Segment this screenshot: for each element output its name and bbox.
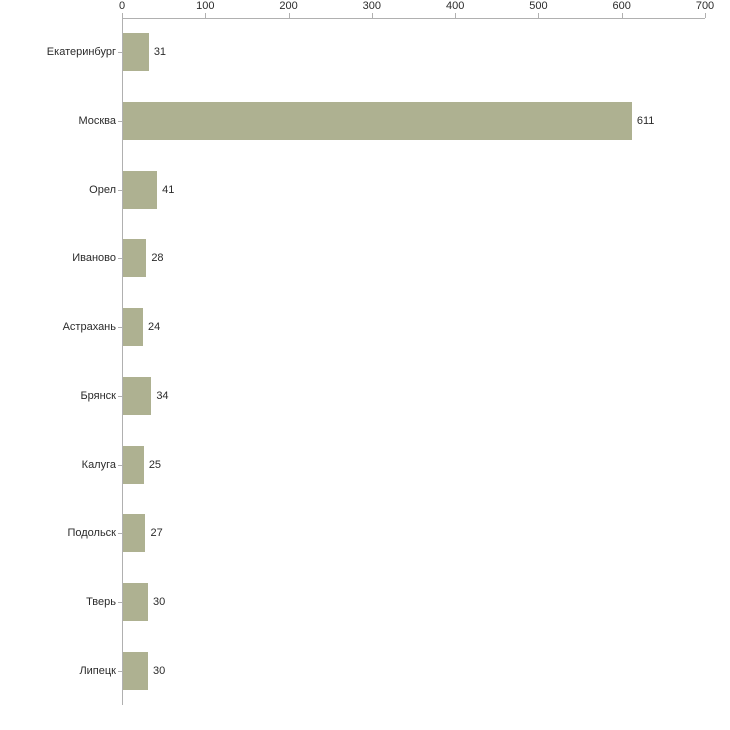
x-tick-mark [372, 13, 373, 18]
x-axis-line [122, 18, 705, 19]
bar[interactable] [123, 239, 146, 277]
x-tick-mark [622, 13, 623, 18]
bar-value-label: 24 [147, 321, 161, 334]
category-label: Тверь [86, 595, 116, 608]
x-tick-mark [455, 13, 456, 18]
category-label: Подольск [67, 527, 116, 540]
bar-value-label: 31 [153, 46, 167, 59]
bar-value-label: 27 [150, 527, 163, 540]
category-label: Иваново [72, 252, 116, 265]
x-tick-label: 200 [279, 0, 298, 12]
y-tick-mark [118, 396, 122, 397]
x-tick-label: 600 [612, 0, 631, 12]
bar[interactable] [123, 514, 145, 552]
bar-value-label: 41 [162, 183, 175, 196]
bar[interactable] [123, 171, 157, 209]
x-tick-mark [205, 13, 206, 18]
x-tick-label: 100 [196, 0, 215, 12]
x-tick-mark [538, 13, 539, 18]
bar[interactable] [123, 652, 148, 690]
category-label: Орел [89, 183, 116, 196]
y-tick-mark [118, 327, 122, 328]
x-tick-label: 500 [529, 0, 548, 12]
category-label: Калуга [81, 458, 116, 471]
bar-value-label: 25 [148, 458, 162, 471]
x-tick-label: 300 [362, 0, 382, 12]
bar[interactable] [123, 446, 144, 484]
y-tick-mark [118, 258, 122, 259]
bar[interactable] [123, 33, 149, 71]
category-label: Москва [78, 115, 116, 128]
bar[interactable] [123, 583, 148, 621]
y-tick-mark [118, 121, 122, 122]
x-tick-mark [289, 13, 290, 18]
y-tick-mark [118, 533, 122, 534]
y-tick-mark [118, 52, 122, 53]
category-label: Астрахань [62, 321, 116, 334]
x-tick-label: 0 [118, 0, 126, 12]
bar-value-label: 34 [156, 389, 169, 402]
bar-value-label: 30 [152, 664, 166, 677]
x-tick-mark [705, 13, 706, 18]
x-tick-label: 700 [695, 0, 715, 12]
bar[interactable] [123, 377, 151, 415]
x-tick-mark [122, 13, 123, 18]
bar[interactable] [123, 102, 632, 140]
y-tick-mark [118, 465, 122, 466]
bar[interactable] [123, 308, 143, 346]
bar-value-label: 611 [636, 115, 655, 128]
bar-value-label: 30 [152, 595, 166, 608]
x-tick-label: 400 [445, 0, 465, 12]
y-tick-mark [118, 602, 122, 603]
category-label: Липецк [79, 664, 116, 677]
y-tick-mark [118, 671, 122, 672]
y-tick-mark [118, 190, 122, 191]
category-label: Екатеринбург [46, 46, 116, 59]
category-label: Брянск [80, 389, 116, 402]
bar-value-label: 28 [151, 252, 164, 265]
